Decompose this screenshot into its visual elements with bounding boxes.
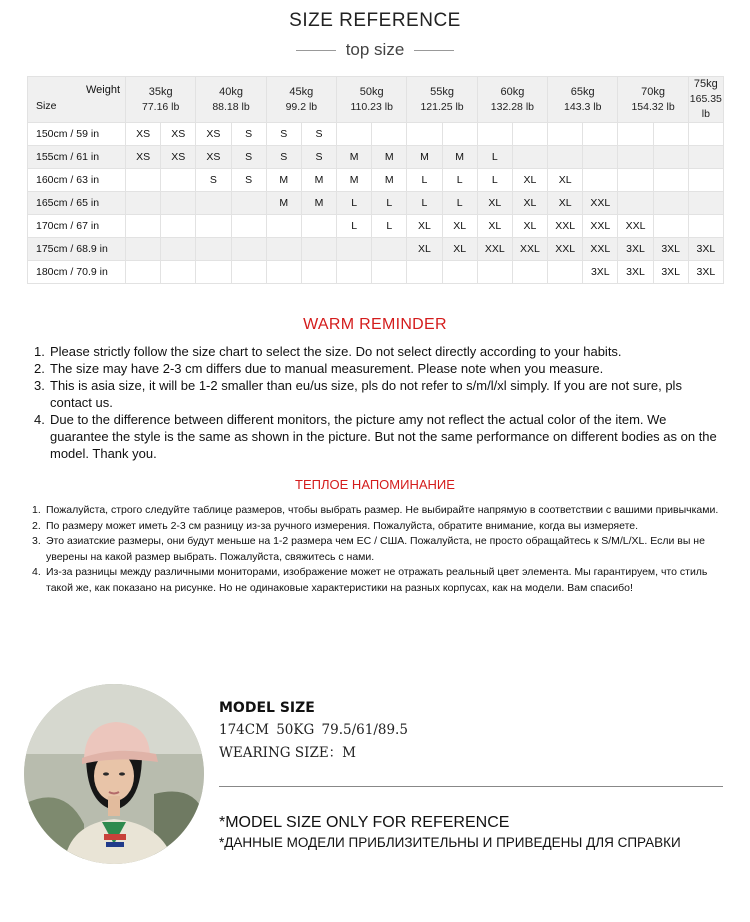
- list-text: This is asia size, it will be 1-2 smaller than eu/us size, pls do not refer to s/m/l/xl simply. If you are not sure, pls contact us.: [50, 378, 682, 410]
- weight-kg-label: 55kg: [430, 85, 454, 98]
- size-cell: 3XL: [618, 261, 653, 284]
- weight-kg-label: 45kg: [289, 85, 314, 98]
- size-cell: XL: [407, 215, 442, 238]
- size-cell: [231, 261, 266, 284]
- size-cell: [618, 123, 653, 146]
- size-cell: [442, 123, 477, 146]
- list-text: По размеру может иметь 2-3 см разницу из-за ручного измерения. Пожалуйста, обратите внимание, когда вы измеряете.: [46, 519, 639, 532]
- size-cell: XL: [512, 169, 547, 192]
- size-cell: [126, 169, 161, 192]
- size-cell: [653, 215, 688, 238]
- list-number: 2.: [34, 361, 45, 376]
- weight-header-cell: [548, 77, 618, 123]
- weight-kg-label: 65kg: [570, 85, 595, 98]
- size-cell: XXL: [512, 238, 547, 261]
- size-cell: XL: [477, 192, 512, 215]
- warm-reminder-item: [34, 360, 724, 377]
- warm-reminder-item: [34, 377, 724, 411]
- size-cell: [266, 215, 301, 238]
- divider: [219, 786, 723, 787]
- size-cell: [231, 192, 266, 215]
- weight-kg-label: 50kg: [359, 85, 384, 98]
- size-cell: [337, 238, 372, 261]
- size-cell: [618, 169, 653, 192]
- weight-lb-label: 77.16 lb: [141, 100, 180, 113]
- size-cell: [266, 238, 301, 261]
- list-text: Due to the difference between different monitors, the picture amy not reflect the actual color of the item. We guarantee the style is the same as shown in the picture. But not the same performance on different bodies as on the model. Thank you.: [50, 412, 717, 461]
- size-cell: M: [337, 169, 372, 192]
- list-text: Из-за разницы между различными мониторами, изображение может не отражать реальный цвет элемента. Мы гарантируем, что стиль такой же, как показано на рисунке. Но не одинаковые характеристики на разных корпусах, как на модели. Вам спасибо!: [46, 566, 708, 594]
- size-cell: [266, 261, 301, 284]
- size-cell: S: [266, 146, 301, 169]
- list-number: 3.: [34, 378, 45, 393]
- subtitle-rule-right: [414, 50, 454, 51]
- size-cell: XL: [407, 238, 442, 261]
- size-cell: [161, 169, 196, 192]
- size-cell: [372, 238, 407, 261]
- size-cell: XL: [512, 192, 547, 215]
- list-text: Это азиатские размеры, они будут меньше на 1-2 размера чем ЕС / США. Пожалуйста, не просто обращайтесь к S/M/L/XL. Если вы не уверены на какой размер выбрать. Пожалуйста, свяжитесь с нами.: [46, 535, 705, 563]
- weight-lb-label: 88.18 lb: [212, 100, 250, 113]
- size-cell: XXL: [583, 238, 618, 261]
- list-text: Пожалуйста, строго следуйте таблице размеров, чтобы выбрать размер. Не выбирайте напрямую в соответствии с вашими привычками.: [46, 504, 719, 516]
- size-cell: [548, 123, 583, 146]
- size-cell: [688, 123, 723, 146]
- list-number: 4.: [34, 412, 45, 427]
- size-cell: S: [266, 123, 301, 146]
- size-cell: XXL: [618, 215, 653, 238]
- size-cell: XXL: [583, 215, 618, 238]
- height-row-label: 180cm / 70.9 in: [28, 261, 126, 284]
- size-cell: [231, 215, 266, 238]
- weight-lb-label: 165.35 lb: [689, 93, 722, 120]
- size-cell: [618, 192, 653, 215]
- size-cell: L: [337, 215, 372, 238]
- size-cell: XS: [161, 146, 196, 169]
- weight-lb-label: 110.23 lb: [350, 100, 393, 113]
- ru-reminder-item: [32, 565, 726, 596]
- table-corner-cell: [28, 77, 126, 123]
- size-cell: XXL: [583, 192, 618, 215]
- model-wearing-size: WEARING SIZE：M: [219, 745, 357, 761]
- size-cell: XXL: [548, 238, 583, 261]
- model-photo: [24, 684, 204, 864]
- size-cell: XS: [196, 123, 231, 146]
- size-cell: M: [301, 192, 336, 215]
- size-cell: L: [337, 192, 372, 215]
- size-cell: L: [477, 169, 512, 192]
- size-cell: [196, 238, 231, 261]
- weight-lb-label: 121.25 lb: [420, 100, 464, 113]
- size-cell: XS: [126, 146, 161, 169]
- weight-header-cell: [126, 77, 196, 123]
- ru-reminder-item: [32, 503, 726, 519]
- size-cell: XS: [161, 123, 196, 146]
- size-cell: [126, 215, 161, 238]
- height-row-label: 165cm / 65 in: [28, 192, 126, 215]
- height-row-label: 150cm / 59 in: [28, 123, 126, 146]
- warm-reminder-item: [34, 343, 724, 360]
- weight-kg-label: 40kg: [219, 85, 243, 98]
- size-cell: [126, 238, 161, 261]
- size-cell: [477, 123, 512, 146]
- size-cell: [512, 146, 547, 169]
- weight-kg-label: 70kg: [641, 85, 665, 98]
- weight-header-cell: [337, 77, 407, 123]
- size-cell: [477, 261, 512, 284]
- weight-lb-label: 143.3 lb: [564, 100, 602, 113]
- list-text: Please strictly follow the size chart to select the size. Do not select directly according to your habits.: [50, 344, 622, 359]
- size-cell: [126, 261, 161, 284]
- ru-reminder-item: [32, 534, 726, 565]
- size-cell: [301, 215, 336, 238]
- size-cell: [688, 192, 723, 215]
- size-cell: S: [301, 146, 336, 169]
- warm-reminder-list: [34, 343, 724, 462]
- ru-reminder-list: [32, 503, 726, 596]
- warm-reminder-title: WARM REMINDER: [303, 316, 447, 333]
- model-note-en: *MODEL SIZE ONLY FOR REFERENCE: [219, 814, 510, 831]
- size-cell: M: [266, 192, 301, 215]
- table-row: [28, 146, 724, 169]
- size-cell: XL: [548, 192, 583, 215]
- table-row: [28, 192, 724, 215]
- weight-header-cell: [196, 77, 266, 123]
- size-cell: 3XL: [688, 261, 723, 284]
- size-cell: XL: [442, 215, 477, 238]
- size-cell: [653, 146, 688, 169]
- page-title: SIZE REFERENCE: [289, 10, 461, 31]
- size-cell: [161, 215, 196, 238]
- subtitle-row: [0, 40, 750, 60]
- size-cell: [688, 169, 723, 192]
- table-row: [28, 238, 724, 261]
- size-cell: XL: [512, 215, 547, 238]
- weight-header-cell: [618, 77, 688, 123]
- size-cell: M: [372, 146, 407, 169]
- size-cell: [301, 261, 336, 284]
- height-row-label: 160cm / 63 in: [28, 169, 126, 192]
- size-cell: [688, 146, 723, 169]
- size-cell: [407, 123, 442, 146]
- size-cell: S: [231, 146, 266, 169]
- size-cell: [548, 261, 583, 284]
- weight-header-cell: [688, 77, 723, 123]
- height-row-label: 170cm / 67 in: [28, 215, 126, 238]
- size-cell: 3XL: [653, 261, 688, 284]
- size-cell: [583, 169, 618, 192]
- size-cell: [372, 123, 407, 146]
- size-cell: L: [407, 169, 442, 192]
- size-cell: [618, 146, 653, 169]
- warm-reminder-item: [34, 411, 724, 462]
- size-cell: M: [407, 146, 442, 169]
- size-cell: [126, 192, 161, 215]
- size-cell: M: [442, 146, 477, 169]
- size-cell: [161, 192, 196, 215]
- list-number: 4.: [32, 566, 41, 578]
- size-cell: [196, 192, 231, 215]
- size-cell: [196, 261, 231, 284]
- size-cell: [442, 261, 477, 284]
- model-photo-illustration: [24, 684, 204, 864]
- size-cell: XL: [548, 169, 583, 192]
- subtitle: top size: [345, 40, 405, 59]
- size-cell: [548, 146, 583, 169]
- weight-header-cell: [477, 77, 547, 123]
- size-cell: S: [231, 169, 266, 192]
- size-cell: [161, 238, 196, 261]
- size-cell: 3XL: [688, 238, 723, 261]
- size-cell: [161, 261, 196, 284]
- weight-header-cell: [266, 77, 336, 123]
- size-cell: L: [372, 215, 407, 238]
- size-cell: XXL: [477, 238, 512, 261]
- size-cell: [512, 261, 547, 284]
- size-cell: M: [337, 146, 372, 169]
- size-cell: L: [442, 192, 477, 215]
- weight-kg-label: 60kg: [500, 85, 525, 98]
- size-cell: [372, 261, 407, 284]
- size-axis-label: Size: [36, 100, 57, 112]
- size-cell: [337, 123, 372, 146]
- size-cell: XL: [442, 238, 477, 261]
- size-cell: M: [372, 169, 407, 192]
- ru-reminder-item: [32, 519, 726, 535]
- size-cell: L: [407, 192, 442, 215]
- size-cell: XL: [477, 215, 512, 238]
- table-header-row: [28, 77, 724, 123]
- table-row: [28, 123, 724, 146]
- model-measurements: 174CM 50KG 79.5/61/89.5: [219, 722, 408, 738]
- size-cell: [337, 261, 372, 284]
- size-cell: 3XL: [653, 238, 688, 261]
- weight-header-cell: [407, 77, 477, 123]
- weight-axis-label: Weight: [86, 84, 121, 96]
- weight-kg-label: 35kg: [148, 85, 173, 98]
- weight-lb-label: 132.28 lb: [490, 100, 534, 113]
- table-row: [28, 215, 724, 238]
- size-cell: L: [442, 169, 477, 192]
- list-number: 1.: [32, 504, 41, 516]
- model-size-title: MODEL SIZE: [219, 700, 315, 716]
- list-number: 2.: [32, 519, 41, 532]
- table-row: [28, 169, 724, 192]
- size-cell: XS: [126, 123, 161, 146]
- size-cell: [653, 169, 688, 192]
- height-row-label: 155cm / 61 in: [28, 146, 126, 169]
- size-cell: L: [372, 192, 407, 215]
- weight-lb-label: 99.2 lb: [285, 100, 318, 113]
- size-cell: [583, 146, 618, 169]
- model-note-ru: *ДАННЫЕ МОДЕЛИ ПРИБЛИЗИТЕЛЬНЫ И ПРИВЕДЕНЫ ДЛЯ СПРАВКИ: [219, 835, 681, 850]
- size-cell: S: [231, 123, 266, 146]
- size-cell: 3XL: [583, 261, 618, 284]
- size-cell: [407, 261, 442, 284]
- weight-lb-label: 154.32 lb: [631, 100, 675, 113]
- list-number: 1.: [34, 344, 45, 359]
- subtitle-rule-left: [296, 50, 336, 51]
- size-cell: [196, 215, 231, 238]
- size-cell: XXL: [548, 215, 583, 238]
- list-number: 3.: [32, 535, 41, 547]
- size-cell: S: [301, 123, 336, 146]
- weight-kg-label: 75kg: [693, 78, 718, 90]
- size-cell: [653, 192, 688, 215]
- size-cell: S: [196, 169, 231, 192]
- size-cell: [301, 238, 336, 261]
- size-cell: M: [266, 169, 301, 192]
- size-cell: M: [301, 169, 336, 192]
- size-cell: 3XL: [618, 238, 653, 261]
- size-cell: [231, 238, 266, 261]
- height-row-label: 175cm / 68.9 in: [28, 238, 126, 261]
- size-cell: [653, 123, 688, 146]
- size-cell: L: [477, 146, 512, 169]
- size-cell: [583, 123, 618, 146]
- ru-reminder-title: ТЕПЛОЕ НАПОМИНАНИЕ: [295, 477, 455, 492]
- table-row: [28, 261, 724, 284]
- list-text: The size may have 2-3 cm differs due to manual measurement. Please note when you measure.: [50, 361, 604, 376]
- size-cell: [512, 123, 547, 146]
- size-chart-table: [27, 76, 724, 284]
- size-cell: [688, 215, 723, 238]
- size-cell: XS: [196, 146, 231, 169]
